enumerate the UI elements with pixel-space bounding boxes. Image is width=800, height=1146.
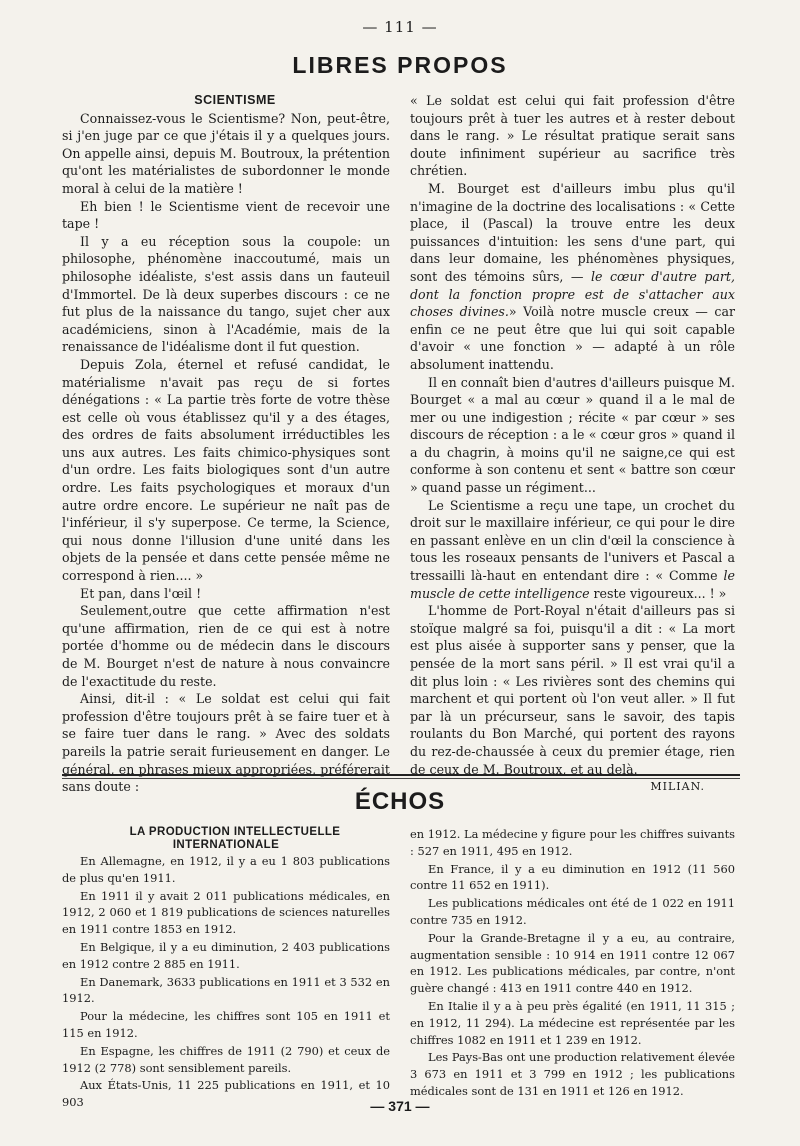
text-run: M. Bourget est d'ailleurs imbu plus qu'il n'imagine de la doctrine des localisations : « Cette place, il (Pascal) la trouve entre les deux puissances d'intuition: les sens d'une part, qui dans leur domaine, les phénomènes physiques, sont des témoins sûrs, — xyxy=(410,180,735,284)
author-signature: MILIAN. xyxy=(650,780,705,794)
article-title: SCIENTISME xyxy=(194,93,276,107)
article-paragraph xyxy=(410,180,735,374)
bottom-page-number: — 371 — xyxy=(370,1098,430,1114)
article-paragraph xyxy=(410,497,735,603)
article-paragraph: Depuis Zola, éternel et refusé candidat, le matérialisme n'avait pas reçu de si fortes dénégations : « La partie très forte de votre thèse est celle où vous établissez qu'il y a des étages, des ordres de faits absolument irréductibles les uns aux autres. Les faits chimico-physiques sont d'un ordre. Les faits biologiques sont d'un autre ordre. Les faits psychologiques et moraux d'un autre ordre encore. Le supérieur ne naît pas de l'inférieur, il s'y superpose. Ce terme, la Science, qui nous donne l'illusion d'une unité dans les objets de la pensée et dans cette pensée même ne correspond à rien.... » xyxy=(62,356,390,584)
echo-paragraph: Pour la médecine, les chiffres sont 105 en 1911 et 115 en 1912. xyxy=(62,1009,390,1040)
article-paragraph: Eh bien ! le Scientisme vient de recevoir une tape ! xyxy=(62,198,390,232)
echos-column-right xyxy=(410,826,735,1101)
article-paragraph: Seulement,outre que cette affirmation n'est qu'une affirmation, rien de ce qui est à notre portée d'homme ou de médecin dans le discours de M. Bourget n'est de nature à nous convaincre de l'exactitude du reste. xyxy=(62,603,390,689)
echo-paragraph: Les publications médicales ont été de 1 022 en 1911 contre 735 en 1912. xyxy=(410,896,735,927)
article-paragraph: Il en connaît bien d'autres d'ailleurs puisque M. Bourget « a mal au cœur » quand il a le mal de mer ou une indigestion ; récite « par cœur » ses discours de réception : a le « cœur gros » quand il a du chagrin, à moins qu'il ne saigne,ce qui est conforme à son contenu et sent « battre son cœur » quand passe un régiment... xyxy=(410,374,735,496)
article-paragraph: Et pan, dans l'œil ! xyxy=(80,585,202,601)
section-divider xyxy=(62,774,740,776)
echo-paragraph: Pour la Grande-Bretagne il y a eu, au contraire, augmentation sensible : 10 914 en 1911 contre 12 067 en 1912. Les publications médicales, par contre, n'ont guère changé : 413 en 1911 contre 440 en 1912. xyxy=(410,930,735,996)
echo-paragraph: En Belgique, il y a eu diminution, 2 403 publications en 1912 contre 2 885 en 1911. xyxy=(62,939,390,971)
echo-paragraph: En Allemagne, en 1912, il y a eu 1 803 publications de plus qu'en 1911. xyxy=(62,854,390,885)
article-paragraph: Connaissez-vous le Scientisme? Non, peut-être, si j'en juge par ce que j'étais il y a quelques jours. On appelle ainsi, depuis M. Boutroux, la prétention qu'ont les matérialistes de subordonner le monde moral à celui de la matière ! xyxy=(62,110,390,196)
article-paragraph: Il y a eu réception sous la coupole: un philosophe, phénomène inaccoutumé, mais un philosophe idéaliste, s'est assis dans un fauteuil d'Immortel. De là deux superbes discours : ce ne fut plus de la naissance du tango, sujet cher aux académiciens, sinon à l'Académie, mais de la renaissance de l'idéalisme dont il fut question. xyxy=(62,233,390,355)
echo-paragraph: En Danemark, 3633 publications en 1911 et 3 532 en 1912. xyxy=(62,974,390,1006)
echo-paragraph: en 1912. La médecine y figure pour les chiffres suivants : 527 en 1911, 495 en 1912. xyxy=(410,827,735,858)
text-run: reste vigoureux... ! » xyxy=(589,585,727,601)
article-column-left xyxy=(62,92,390,796)
echo-paragraph: Aux États-Unis, 11 225 publications en 1911, et 10 903 xyxy=(62,1078,390,1110)
echo-paragraph: Les Pays-Bas ont une production relativement élevée 3 673 en 1911 et 3 799 en 1912 ; les publications médicales sont de 131 en 1911 et 126 en 1912. xyxy=(410,1050,735,1098)
article-paragraph: Ainsi, dit-il : « Le soldat est celui qui fait profession d'être toujours prêt à se faire tuer et à se faire tuer dans le rang. » Avec des soldats pareils la patrie serait furieusement en danger. Le général, en phrases mieux appropriées, préférerait sans doute : xyxy=(62,691,390,795)
echos-title: ÉCHOS xyxy=(354,788,446,815)
echo-paragraph: En Italie il y a à peu près égalité (en 1911, 11 315 ; en 1912, 11 294). La médecine est représentée par les chiffres 1082 en 1911 et 1 239 en 1912. xyxy=(410,998,735,1047)
italic-quote: le muscle de cette intelligence xyxy=(410,568,735,601)
echo-paragraph: En Espagne, les chiffres de 1911 (2 790) et ceux de 1912 (2 778) sont sensiblement pareils. xyxy=(62,1043,390,1075)
article-paragraph: L'homme de Port-Royal n'était d'ailleurs pas si stoïque malgré sa foi, puisqu'il a dit : « La mort est plus aisée à supporter sans y penser, que la pensée de la mort sans péril. » Il est vrai qu'il a dit plus loin : « Les rivières sont des chemins qui marchent et qui portent où l'on veut aller. » Il fut par là un précurseur, sans le savoir, des tapis roulants du Bon Marché, qui portent des rayons du rez-de-chaussée à ceux du premier étage, rien de ceux de M. Boutroux, et au delà. xyxy=(410,603,735,777)
italic-quote: le cœur d'autre part, dont la fonction propre est de s'attacher aux choses divines. xyxy=(410,268,735,320)
echo-paragraph: En France, il y a eu diminution en 1912 (11 560 contre 11 652 en 1911). xyxy=(410,861,735,893)
echos-column-left xyxy=(62,826,390,1112)
echo-paragraph: En 1911 il y avait 2 011 publications médicales, en 1912, 2 060 et 1 819 publications de sciences naturelles en 1911 contre 1853 en 1912. xyxy=(62,888,390,937)
text-run: Le Scientisme a reçu une tape, un crochet du droit sur le maxillaire inférieur, ce qui pour le dire en passant enlève en un clin d'œil la conscience à tous les roseaux pensants de l'univers et Pascal a tressailli là-haut en entendant dire : « Comme xyxy=(410,497,735,584)
section-divider-thin xyxy=(62,778,740,779)
article-paragraph: « Le soldat est celui qui fait profession d'être toujours prêt à tuer les autres et à rester debout dans le rang. » Le résultat pratique serait sans doute infiniment supérieur au sacrifice très chrétien. xyxy=(410,93,735,179)
echo-heading: LA PRODUCTION INTELLECTUELLE INTERNATIONALE xyxy=(129,826,341,851)
article-column-right xyxy=(410,92,735,796)
top-page-number: — 111 — xyxy=(362,18,438,36)
section-title: LIBRES PROPOS xyxy=(292,52,508,78)
text-run: » Voilà notre muscle creux — car enfin ce ne peut être que lui qui soit capable d'avoir « une fonction » — adapté à un rôle absolument inattendu. xyxy=(410,304,735,372)
